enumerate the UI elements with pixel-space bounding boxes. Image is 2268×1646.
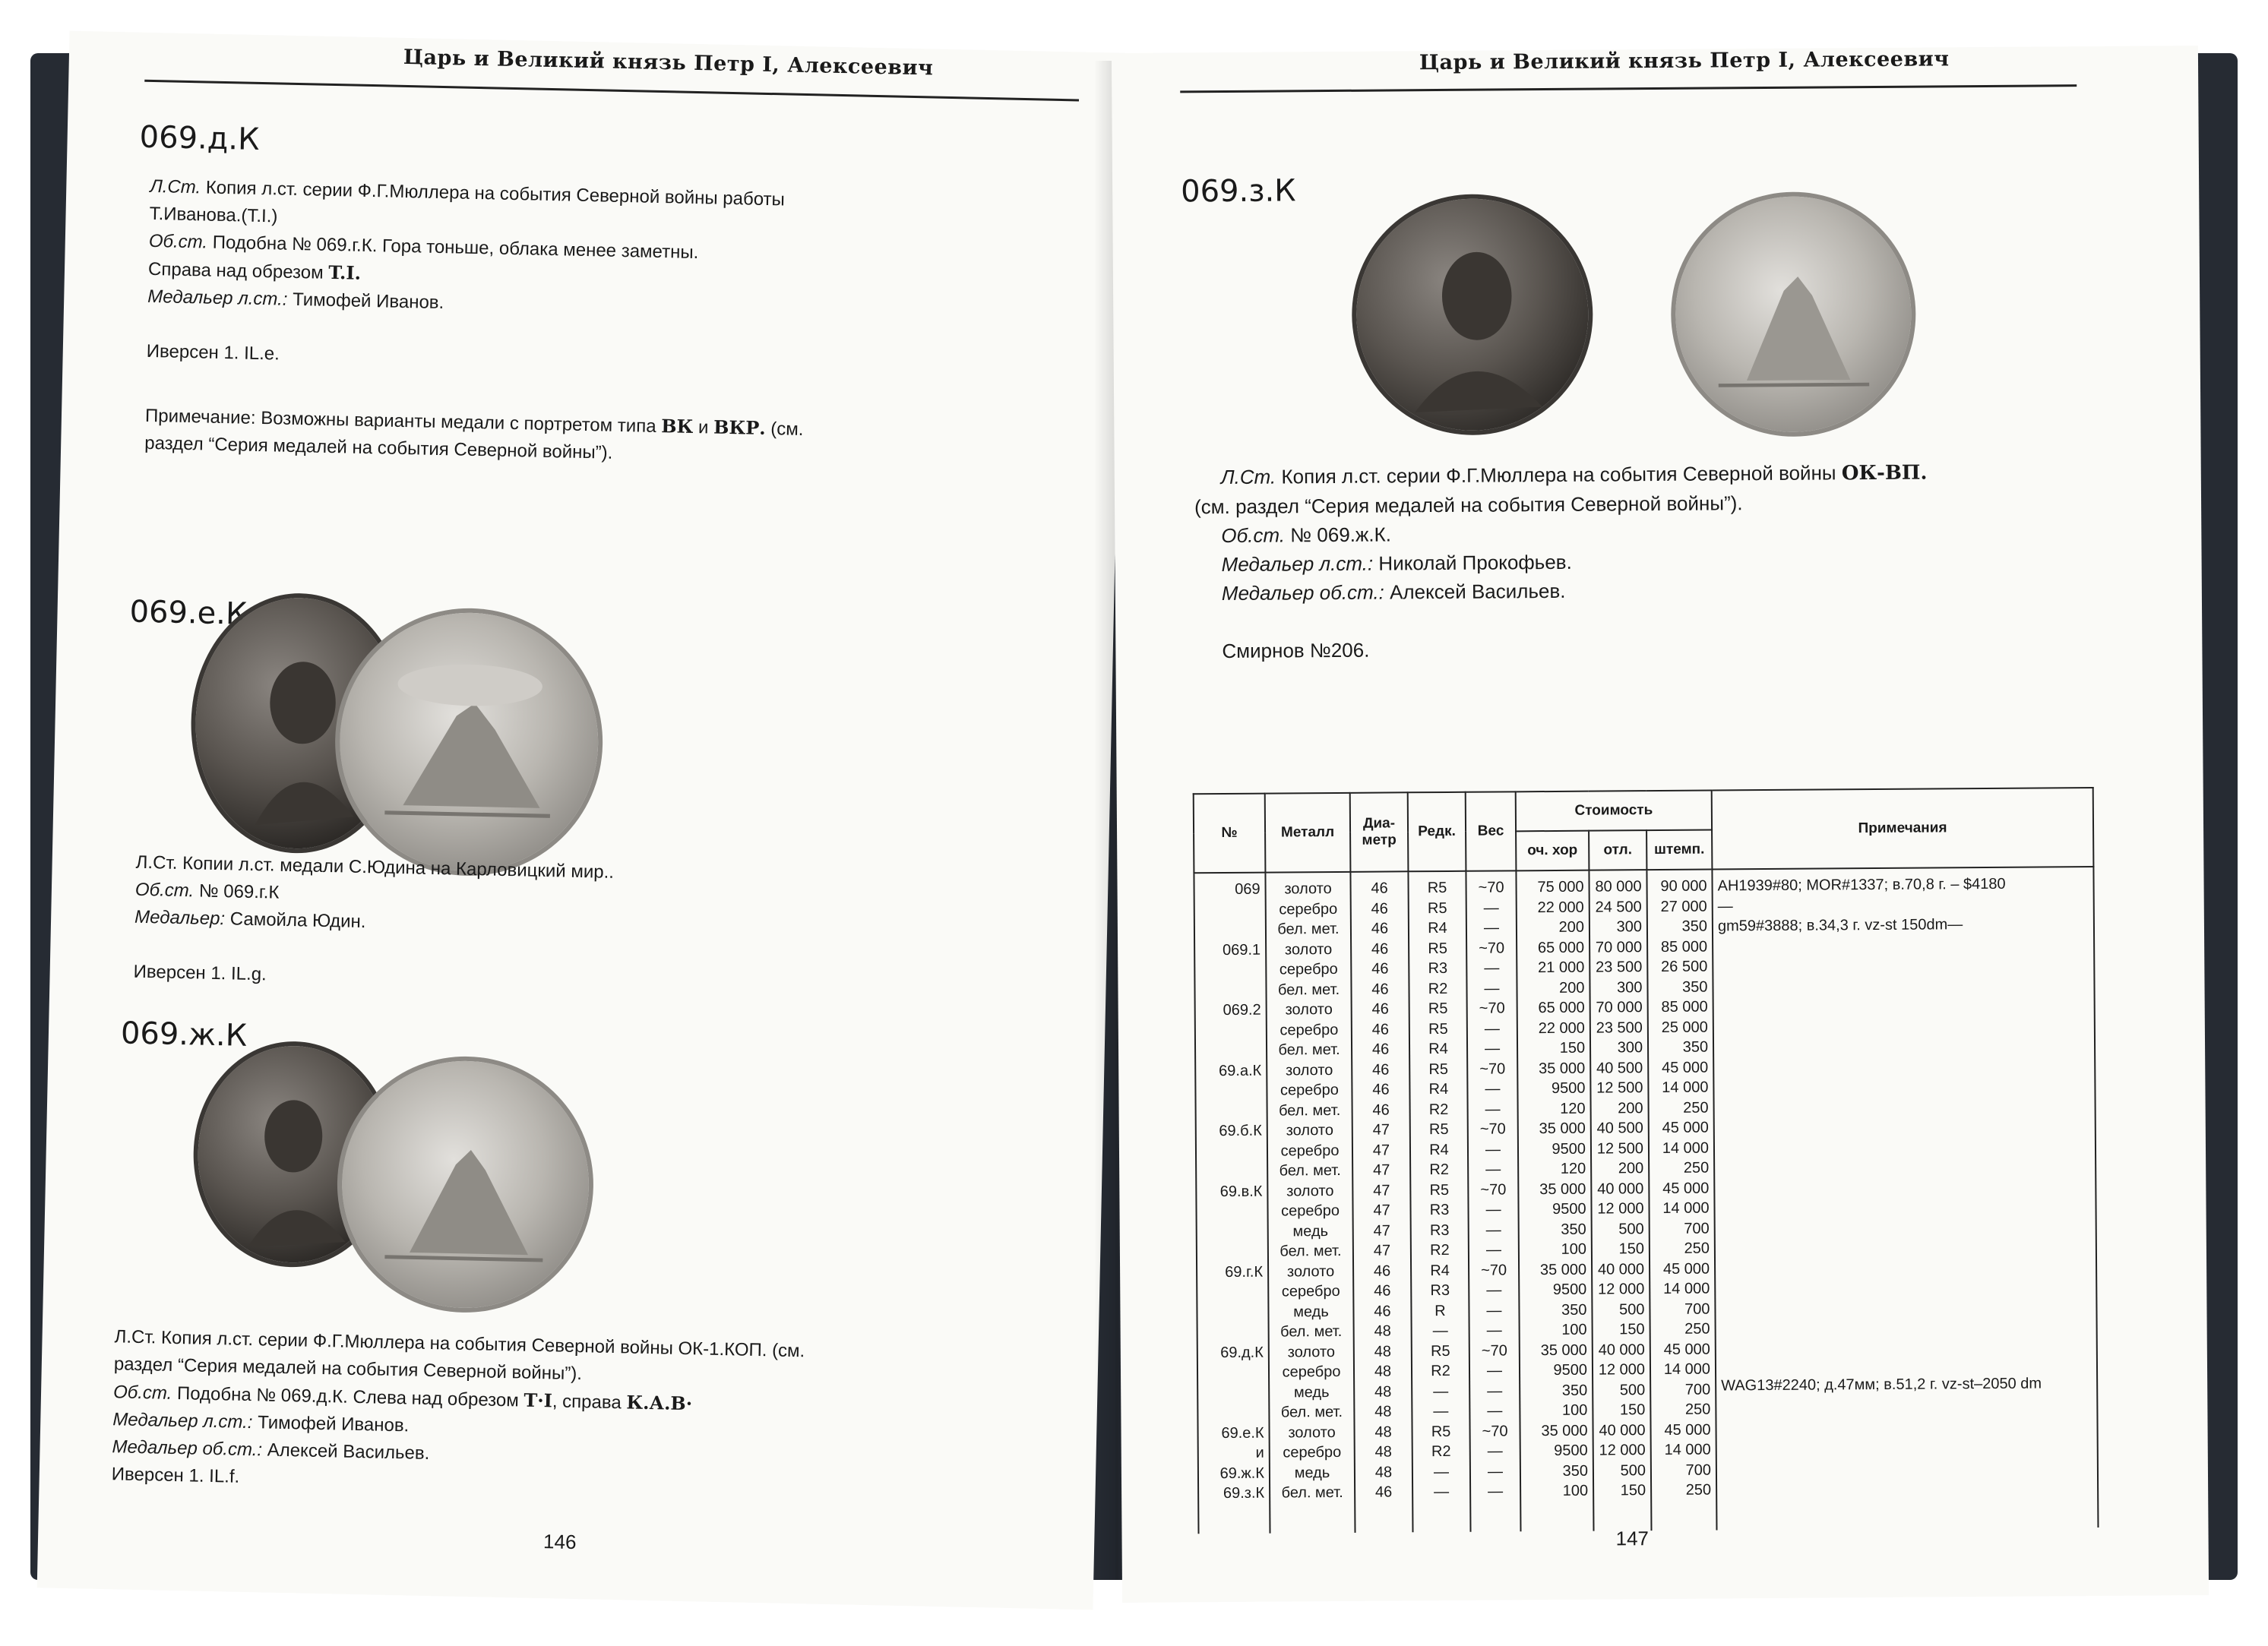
page-number: 147 [1615,1527,1650,1550]
note: раздел “Серия медалей на события Северной войны”). [144,432,613,463]
col-header-metal: Металл [1265,793,1351,873]
label: Медальер л.ст.: [147,286,288,310]
col-header-weight: Вес [1466,791,1517,870]
reference: Смирнов №206. [1222,638,1370,663]
portrait-icon [1355,198,1589,431]
section-code: 069.е.К [129,594,248,632]
col-header-cost-xf: отл. [1589,830,1646,870]
page-number: 146 [542,1530,577,1554]
section-text [133,849,1048,1005]
label: Л.Ст. [150,175,201,198]
mark: Т·I [524,1389,553,1412]
section-text [1194,457,2146,666]
section-code: 069.д.К [139,119,260,157]
price-table [1193,787,2099,1534]
medal-reverse-image [1675,196,1912,433]
label: Медальер об.ст.: [1221,580,1384,605]
column-rarity: R5 R5 R4 R5 R3 R2 R5 R5 R4 R5 R4 R2 R5 R4 R2 R5 R3 R3 R2 R4 R3 R — R5 R2 — — R5 R2 — — [1408,871,1470,1533]
column-cost-unc: 90 000 27 000 350 85 000 26 500 350 85 000 25 000 350 45 000 14 000 250 45 000 14 000 250 45 000 14 000 700 250 45 000 14 000 700 250 45 000 14 000 700 250 45 000 14 000 700 250 [1646,870,1716,1531]
mark: ОК-ВП. [1841,461,1928,485]
label: Медальер об.ст.: [112,1436,263,1461]
reference: Иверсен 1. IL.f. [111,1464,240,1487]
col-header-rarity: Редк. [1408,792,1466,872]
medal-reverse-image [337,610,601,874]
reference: Иверсен 1. IL.g. [133,961,267,985]
header-rule [144,80,1079,102]
text: Т.Иванова.(T.I.) [149,203,278,227]
section-code: 069.ж.К [120,1016,248,1054]
note: Примечание: Возможны варианты медали с портретом типа [144,405,656,437]
text: Л.Ст. Копии л.ст. медали С.Юдина на Карловицкий мир.. [135,851,615,883]
col-header-notes: Примечания [1712,788,2094,870]
column-cost-vf: 75 000 22 000 200 65 000 21 000 200 65 000 22 000 150 35 000 9500 120 35 000 9500 120 35 000 9500 350 100 35 000 9500 350 100 35 000 9500 350 100 35 000 9500 350 100 [1516,870,1593,1532]
mountain-icon [337,610,601,874]
note-line: gm59#3888; в.34,3 г. vz-st 150dm— [1717,916,1963,935]
text: Самойла Юдин. [229,908,366,933]
reference: Иверсен 1. IL.e. [146,340,280,365]
text: Николай Прокофьев. [1378,550,1572,575]
text: Алексей Васильев. [267,1439,430,1464]
header-rule [1180,84,2077,93]
text: , справа [552,1391,622,1414]
col-header-cost: Стоимость [1516,791,1712,832]
text: и [697,417,709,438]
section-code: 069.з.К [1181,173,1296,210]
column-metal: золото серебро бел. мет. золото серебро бел. мет. золото серебро бел. мет. золото серебро бел. мет. золото серебро бел. мет. золото серебро медь бел. мет. золото серебро медь бел. мет. золото серебро медь бел. мет. золото серебро медь бел. мет. [1265,872,1355,1534]
text: Справа над обрезом [147,258,324,283]
header-line: метр [1362,832,1397,848]
left-page [37,31,1126,1610]
right-page [1112,46,2209,1603]
col-header-diameter [1350,792,1409,872]
label: Об.ст. [1221,523,1286,548]
text: Копия л.ст. серии Ф.Г.Мюллера на события Северной войны [1281,461,1836,488]
label: Об.ст. [112,1382,172,1404]
note-line: WAG13#2240; д.47мм; в.51,2 г. vz-st–2050 dm [1721,1375,2042,1395]
column-weight: ~70 — — ~70 — — ~70 — — ~70 — — ~70 — — ~70 — — — ~70 — — — ~70 — — — ~70 — — — [1466,870,1520,1531]
text: № 069.г.К [198,880,280,903]
text: Л.Ст. Копия л.ст. серии Ф.Г.Мюллера на события Северной войны ОК-1.КОП. (см. [114,1326,805,1362]
mountain-icon [1675,196,1912,433]
mark: T.I. [328,261,362,284]
mark: К.А.В· [626,1391,693,1415]
col-header-num: № [1194,794,1266,874]
note-line: — [1717,897,1733,915]
text: Тимофей Иванов. [292,289,444,314]
mark: ВКР. [713,415,766,439]
section-text [144,173,1085,477]
section-text [111,1323,1064,1508]
header-line: Диа- [1362,815,1396,832]
text: (см. [770,419,804,441]
running-head: Царь и Великий князь Петр I, Алексеевич [403,45,934,81]
text: № 069.ж.К. [1290,523,1392,547]
text: Тимофей Иванов. [257,1412,410,1436]
text: Подобна № 069.д.К. Слева над обрезом [176,1383,520,1411]
mountain-icon [340,1059,592,1311]
medal-reverse-image [340,1059,592,1311]
label: Об.ст. [148,230,208,253]
col-header-cost-unc: штемп. [1646,830,1712,870]
column-num: 069 069.1 069.2 69.а.К 69.б.К 69.в.К 69.г.К 69.д.К 69.е.К и 69.ж.К 69.з.К [1194,873,1270,1534]
running-head: Царь и Великий князь Петр I, Алексеевич [1419,47,1950,75]
mark: ВК [660,415,694,438]
text: Подобна № 069.г.К. Гора тоньше, облака менее заметны. [212,232,699,264]
label: Л.Ст. [1220,465,1276,489]
label: Медальер: [134,906,226,930]
medal-obverse-image [1355,198,1589,431]
text: Алексей Васильев. [1389,579,1566,604]
text: (см. раздел “Серия медалей на события Северной войны”). [1194,491,1743,519]
label: Медальер л.ст.: [112,1409,253,1433]
text: Копия л.ст. серии Ф.Г.Мюллера на события Северной войны работы [205,177,786,210]
column-notes [1712,867,2098,1530]
note-line: АН1939#80; MOR#1337; в.70,8 г. – $4180 [1717,875,2006,895]
label: Об.ст. [134,879,195,902]
text: раздел “Серия медалей на события Северной войны”). [113,1354,583,1385]
label: Медальер л.ст.: [1221,551,1374,577]
column-cost-xf: 80 000 24 500 300 70 000 23 500 300 70 000 23 500 300 40 500 12 500 200 40 500 12 500 200 40 000 12 000 500 150 40 000 12 000 500 150 40 000 12 000 500 150 40 000 12 000 500 150 [1589,870,1651,1531]
col-header-cost-vf: оч. хор [1516,831,1589,871]
column-diameter: 46 46 46 46 46 46 46 46 46 46 46 46 47 47 47 47 47 47 47 46 46 46 48 48 48 48 48 48 48 48 46 [1350,871,1412,1533]
